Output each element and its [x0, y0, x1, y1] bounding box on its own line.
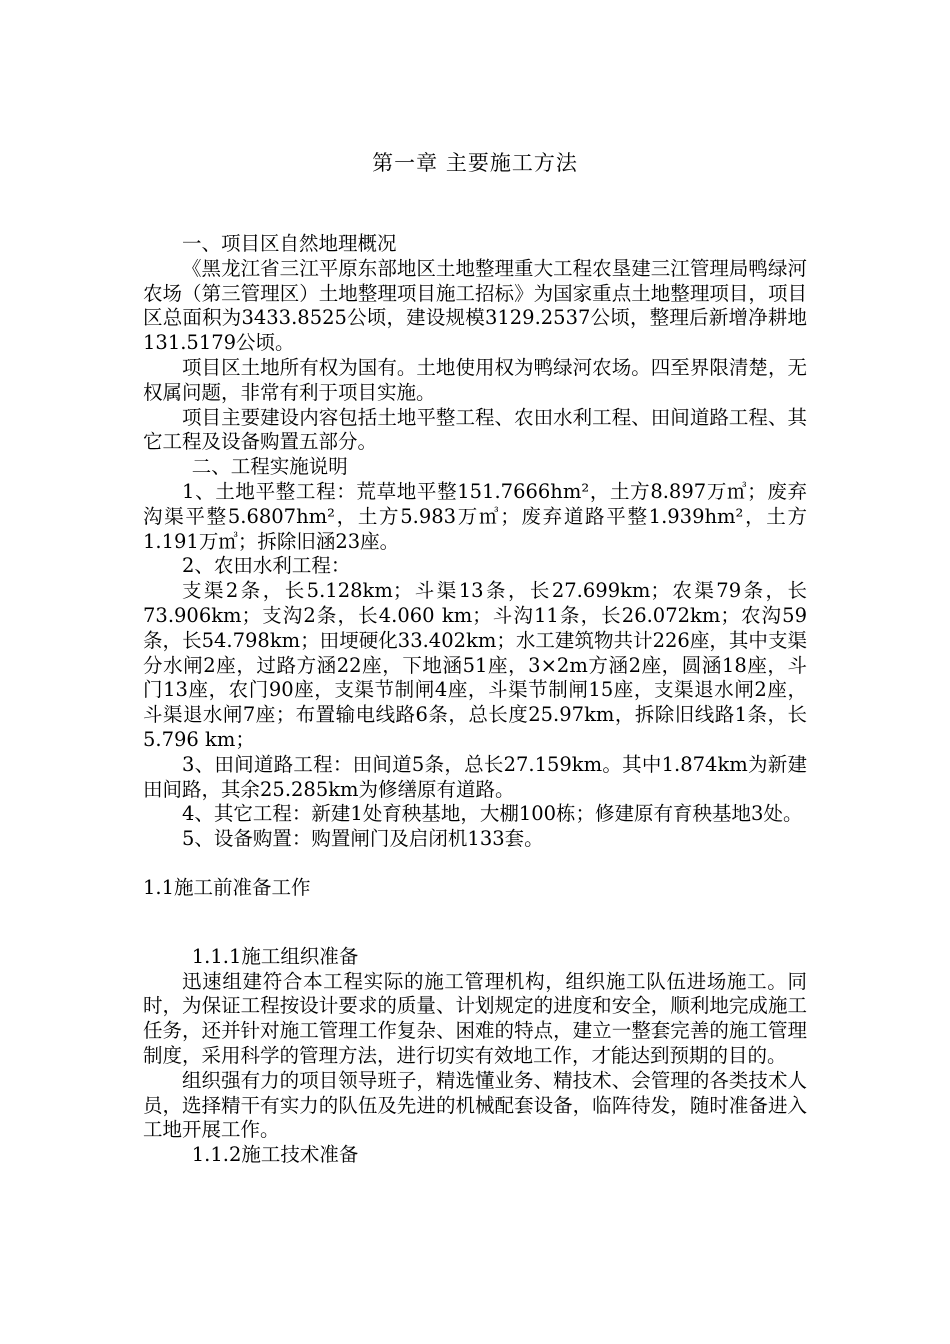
implementation-paragraph-1: 1、土地平整工程：荒草地平整151.7666hm²，土方8.897万㎥；废弃沟渠平整5.6807hm²，土方5.983万㎥；废弃道路平整1.939hm²，土方1.191万㎥；拆除旧涵23座。: [143, 479, 807, 553]
subsection-heading-1-1-2: 1.1.2施工技术准备: [191, 1143, 359, 1167]
chapter-title: 第一章 主要施工方法: [372, 151, 578, 175]
implementation-paragraph-2: 2、农田水利工程：: [182, 554, 351, 578]
overview-paragraph-2: 项目区土地所有权为国有。土地使用权为鸭绿河农场。四至界限清楚，无权属问题，非常有利于项目实施。: [143, 355, 807, 404]
implementation-paragraph-4: 3、田间道路工程：田间道5条，总长27.159km。其中1.874km为新建田间路，其余25.285km为修缮原有道路。: [143, 752, 807, 801]
implementation-paragraph-3: 支渠2条，长5.128km；斗渠13条，长27.699km；农渠79条，长73.906km；支沟2条，长4.060 km；斗沟11条，长26.072km；农沟59条，长54.798km；田埂硬化33.402km；水工建筑物共计226座，其中支渠分水闸2座，过路方涵22座，下地涵51座，3×2m方涵2座，圆涵18座，斗门13座，农门90座，支渠节制闸4座，斗渠节制闸15座，支渠退水闸2座，斗渠退水闸7座；布置输电线路6条，总长度25.97km，拆除旧线路1条，长5.796 km；: [143, 579, 807, 751]
organization-paragraph-1: 迅速组建符合本工程实际的施工管理机构，组织施工队伍进场施工。同时，为保证工程按设计要求的质量、计划规定的进度和安全，顺利地完成施工任务，还并针对施工管理工作复杂、困难的特点，建立一整套完善的施工管理制度，采用科学的管理方法，进行切实有效地工作，才能达到预期的目的。: [143, 969, 807, 1067]
subsection-heading-1-1-1: 1.1.1施工组织准备: [191, 944, 359, 968]
overview-paragraph-1: 《黑龙江省三江平原东部地区土地整理重大工程农垦建三江管理局鸭绿河农场（第三管理区）土地整理项目施工招标》为国家重点土地整理项目，项目区总面积为3433.8525公顷，建设规模3129.2537公顷，整理后新增净耕地131.5179公顷。: [143, 256, 807, 355]
implementation-paragraph-5: 4、其它工程：新建1处育秧基地，大棚100栋；修建原有育秧基地3处。: [182, 802, 803, 826]
implementation-paragraph-6: 5、设备购置：购置闸门及启闭机133套。: [182, 827, 544, 851]
implementation-heading: 二、工程实施说明: [191, 455, 348, 479]
section-heading-1-1: 1.1施工前准备工作: [143, 875, 311, 899]
document-body: [143, 232, 807, 1168]
overview-heading: 一、项目区自然地理概况: [182, 232, 397, 255]
organization-paragraph-2: 组织强有力的项目领导班子，精选懂业务、精技术、会管理的各类技术人员，选择精干有实力的队伍及先进的机械配套设备，临阵待发，随时准备进入工地开展工作。: [143, 1068, 807, 1142]
overview-paragraph-3: 项目主要建设内容包括土地平整工程、农田水利工程、田间道路工程、其它工程及设备购置五部分。: [143, 405, 807, 454]
